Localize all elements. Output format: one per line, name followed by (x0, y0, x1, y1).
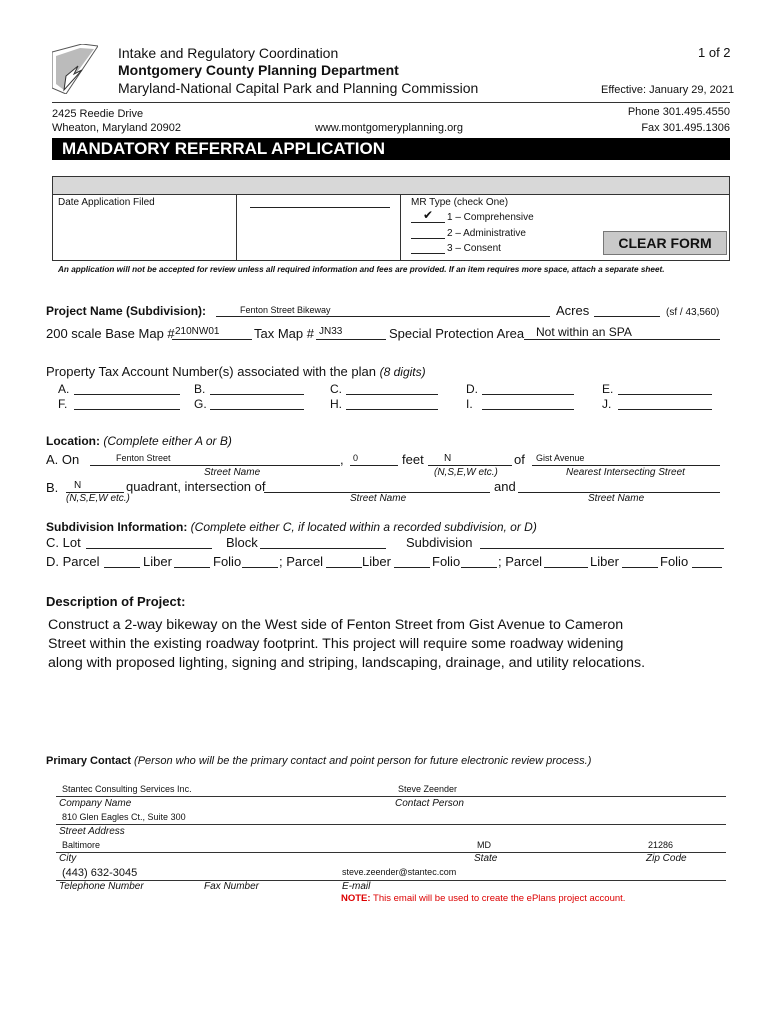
liber1-label: Liber (143, 554, 172, 569)
address-line2: Wheaton, Maryland 20902 (52, 122, 182, 134)
fax-caption: Fax Number (204, 881, 260, 892)
folio3-field[interactable] (692, 567, 722, 568)
description-line2: Street within the existing roadway footprint. This project will require some roadway widening (48, 636, 624, 652)
location-feet-value: 0 (353, 453, 359, 463)
block-label: Block (226, 535, 258, 550)
mr-option2-label: 2 – Administrative (447, 228, 526, 239)
acres-field[interactable] (594, 316, 660, 317)
subdivision-heading (46, 520, 537, 534)
check-mark-icon: ✔ (423, 208, 434, 222)
header-line1: Intake and Regulatory Coordination (118, 45, 339, 61)
quadrant-label: quadrant, intersection of (126, 479, 266, 494)
tax-e-field[interactable] (618, 394, 712, 395)
tax-i-field[interactable] (482, 409, 574, 410)
page-number: 1 of 2 (698, 45, 731, 60)
header-line3: Maryland-National Capital Park and Planning Commission (118, 80, 479, 96)
tax-h-label: H. (330, 397, 342, 411)
subdivision-name-label: Subdivision (406, 535, 473, 550)
project-name-value: Fenton Street Bikeway (240, 305, 331, 315)
parcel2-field[interactable] (326, 567, 362, 568)
address-line1: 2425 Reedie Drive (52, 108, 144, 120)
location-feet-field[interactable] (350, 465, 398, 466)
subdivision-label: Subdivision Information: (46, 520, 188, 534)
location-street-value: Fenton Street (116, 453, 171, 463)
liber3-label: Liber (590, 554, 619, 569)
parcel2-label: ; Parcel (279, 554, 324, 569)
location-nearest-field[interactable] (532, 465, 720, 466)
tax-e-label: E. (602, 382, 614, 396)
tax-f-field[interactable] (74, 409, 180, 410)
mr-option3-label: 3 – Consent (447, 243, 501, 254)
location-hint: (Complete either A or B) (103, 434, 232, 448)
tax-d-label: D. (466, 382, 478, 396)
location-direction-value: N (444, 453, 452, 464)
folio1-label: Folio (213, 554, 242, 569)
folio3-label: Folio (660, 554, 689, 569)
mr-option3-checkbox[interactable] (411, 253, 445, 254)
filing-divider-1 (236, 194, 237, 260)
parcel1-field[interactable] (104, 567, 140, 568)
date-filed-label: Date Application Filed (58, 197, 155, 208)
description-line3: along with proposed lighting, signing and striping, landscaping, drainage, and utility relocations. (48, 655, 646, 671)
location-street-field[interactable] (90, 465, 340, 466)
description-field[interactable] (48, 616, 728, 746)
tax-b-label: B. (194, 382, 206, 396)
location-of-label: of (514, 452, 525, 467)
lot-field[interactable] (86, 548, 212, 549)
mr-option2-checkbox[interactable] (411, 238, 445, 239)
parcel3-label: ; Parcel (498, 554, 543, 569)
tax-d-field[interactable] (482, 394, 574, 395)
required-notice: An application will not be accepted for review unless all required information and fees are provided. If an item requires more space, attach a separate sheet. (58, 265, 665, 274)
email-note-label: NOTE: (341, 893, 371, 904)
acres-unit: (sf / 43,560) (666, 307, 720, 318)
fax-number: Fax 301.495.1306 (641, 122, 730, 134)
tax-account-text: Property Tax Account Number(s) associated with the plan (46, 364, 376, 379)
location-heading (46, 434, 232, 448)
logo (52, 44, 98, 94)
acres-label: Acres (556, 303, 590, 318)
phone-number: Phone 301.495.4550 (627, 106, 730, 118)
tax-j-label: J. (602, 397, 612, 411)
and-label: and (494, 479, 516, 494)
caption-street-name-b2: Street Name (588, 493, 645, 504)
state-value: MD (477, 840, 491, 850)
caption-direction-b: (N,S,E,W etc.) (66, 493, 130, 504)
clear-form-label: CLEAR FORM (618, 235, 712, 251)
company-caption: Company Name (59, 798, 132, 809)
folio2-field[interactable] (461, 567, 497, 568)
street-address-field-line[interactable] (56, 824, 726, 825)
block-field[interactable] (260, 548, 386, 549)
mr-type-label: MR Type (check One) (411, 197, 509, 208)
project-name-field[interactable] (216, 316, 550, 317)
location-nearest-value: Gist Avenue (536, 453, 585, 463)
contact-person-caption: Contact Person (395, 798, 464, 809)
liber2-field[interactable] (394, 567, 430, 568)
tax-c-field[interactable] (346, 394, 438, 395)
caption-direction: (N,S,E,W etc.) (434, 467, 498, 478)
email-note (341, 893, 625, 904)
telephone-value: (443) 632-3045 (62, 867, 138, 879)
city-value: Baltimore (62, 840, 101, 850)
folio2-label: Folio (432, 554, 461, 569)
folio1-field[interactable] (242, 567, 278, 568)
tax-f-label: F. (58, 397, 68, 411)
tax-j-field[interactable] (618, 409, 712, 410)
subdivision-hint: (Complete either C, if located within a recorded subdivision, or D) (190, 520, 537, 534)
page-title: MANDATORY REFERRAL APPLICATION (62, 139, 386, 158)
tax-map-value: JN33 (319, 326, 343, 337)
tax-account-hint: (8 digits) (379, 365, 426, 379)
clear-form-button[interactable] (603, 231, 727, 255)
description-label: Description of Project: (46, 594, 186, 609)
header-divider (52, 102, 730, 103)
company-value: Stantec Consulting Services Inc. (62, 784, 192, 794)
project-name-label: Project Name (Subdivision): (46, 304, 207, 318)
tax-g-field[interactable] (210, 409, 304, 410)
parcel3-field[interactable] (544, 567, 588, 568)
location-direction-field[interactable] (428, 465, 512, 466)
phone-field-line[interactable] (56, 880, 726, 881)
spa-field[interactable] (524, 339, 720, 340)
tax-i-label: I. (466, 397, 473, 411)
liber3-field[interactable] (622, 567, 658, 568)
mr-option1-checkbox[interactable] (411, 222, 445, 223)
email-value: steve.zeender@stantec.com (342, 867, 457, 877)
lot-label: C. Lot (46, 535, 81, 550)
contact-person-value: Steve Zeender (398, 784, 458, 794)
primary-contact-heading (46, 755, 591, 767)
telephone-caption: Telephone Number (59, 881, 144, 892)
city-caption: City (59, 853, 77, 864)
description-line1: Construct a 2-way bikeway on the West side of Fenton Street from Gist Avenue to Cameron (48, 617, 624, 633)
header-line2: Montgomery County Planning Department (118, 62, 399, 78)
location-b-label: B. (46, 480, 59, 495)
company-field-line[interactable] (56, 796, 726, 797)
state-caption: State (474, 853, 498, 864)
zip-caption: Zip Code (646, 853, 687, 864)
tax-map-label: Tax Map # (254, 326, 314, 341)
planning-logo-icon (52, 44, 98, 94)
street-address-value: 810 Glen Eagles Ct., Suite 300 (62, 812, 186, 822)
spa-label: Special Protection Area (389, 326, 525, 341)
caption-nearest-street: Nearest Intersecting Street (566, 467, 685, 478)
tax-account-label (46, 364, 426, 379)
base-map-field[interactable] (172, 339, 252, 340)
title-bar (52, 138, 730, 160)
location-label: Location: (46, 434, 100, 448)
liber1-field[interactable] (174, 567, 210, 568)
tax-h-field[interactable] (346, 409, 438, 410)
caption-street-name: Street Name (204, 467, 261, 478)
parcel-label: D. Parcel (46, 554, 100, 569)
primary-contact-hint: (Person who will be the primary contact and point person for future electronic review process.) (134, 755, 592, 767)
subdivision-name-field[interactable] (480, 548, 724, 549)
street-address-caption: Street Address (59, 826, 125, 837)
tax-b-field[interactable] (210, 394, 304, 395)
tax-a-label: A. (58, 382, 70, 396)
email-note-text: This email will be used to create the ePlans project account. (373, 893, 626, 904)
email-caption: E-mail (342, 881, 371, 892)
filing-divider-2 (400, 194, 401, 260)
location-comma: , (340, 452, 344, 467)
location-a-label: A. On (46, 452, 80, 467)
location-b-direction-value: N (74, 480, 82, 491)
tax-map-field[interactable] (316, 339, 386, 340)
zip-value: 21286 (648, 840, 674, 850)
city-field-line[interactable] (56, 852, 726, 853)
date-filed-field[interactable] (250, 207, 390, 208)
filing-box-header (53, 177, 729, 195)
tax-a-field[interactable] (74, 394, 180, 395)
mr-option1-label: 1 – Comprehensive (447, 212, 534, 223)
primary-contact-label: Primary Contact (46, 755, 131, 767)
liber2-label: Liber (362, 554, 391, 569)
location-feet-label: feet (402, 452, 424, 467)
tax-c-label: C. (330, 382, 342, 396)
tax-g-label: G. (194, 397, 207, 411)
base-map-label: 200 scale Base Map # (46, 326, 175, 341)
base-map-value: 210NW01 (175, 326, 220, 337)
caption-street-name-b1: Street Name (350, 493, 407, 504)
spa-value: Not within an SPA (536, 325, 632, 339)
website-link[interactable]: www.montgomeryplanning.org (315, 122, 463, 134)
effective-date: Effective: January 29, 2021 (601, 84, 735, 96)
